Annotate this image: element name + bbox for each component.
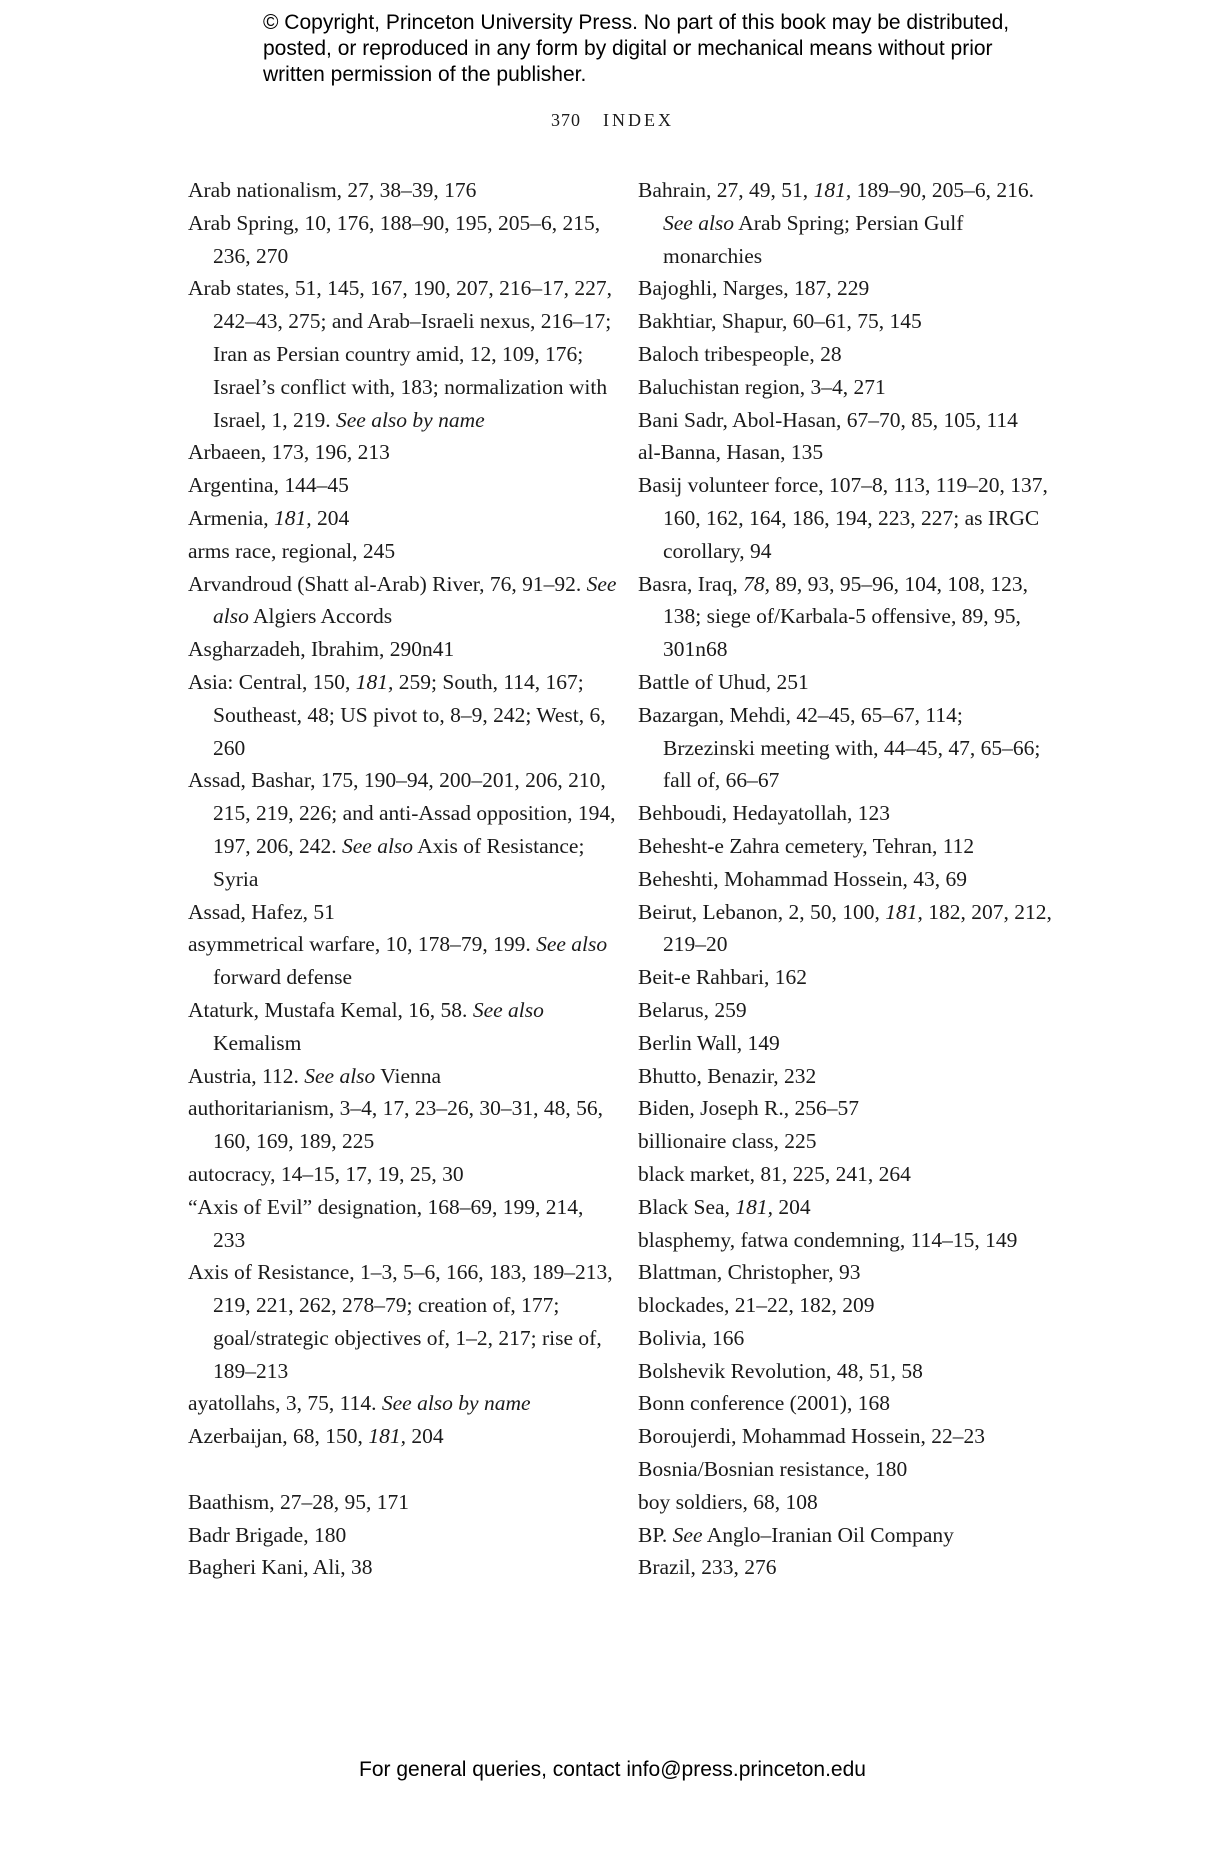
index-entry-text: Blattman, Christopher, 93 — [638, 1260, 861, 1285]
index-entry-text: “Axis of Evil” designation, 168–69, 199, 214, 233 — [188, 1194, 584, 1252]
index-entry-text: Basij volunteer force, 107–8, 113, 119–20, 137, 160, 162, 164, 186, 194, 223, 227; as IRGC corollary, 94 — [638, 473, 1048, 563]
index-entry-text: Bajoghli, Narges, 187, 229 — [638, 276, 870, 301]
index-entry-text: 181, — [273, 505, 312, 530]
index-entry-text: ayatollahs, 3, 75, 114. — [188, 1391, 382, 1416]
index-entry-text: forward defense — [213, 965, 353, 990]
index-entry — [638, 1289, 1058, 1322]
index-entry-text: autocracy, 14–15, 17, 19, 25, 30 — [188, 1161, 464, 1186]
index-entry-text: Biden, Joseph R., 256–57 — [638, 1096, 859, 1121]
index-entry — [638, 1256, 1058, 1289]
index-entry-text: Assad, Hafez, 51 — [188, 899, 335, 924]
index-entry-text: blockades, 21–22, 182, 209 — [638, 1293, 875, 1318]
index-column-left — [188, 174, 618, 1584]
index-entry — [638, 1420, 1058, 1453]
index-entry-text: Battle of Uhud, 251 — [638, 669, 809, 694]
index-entry-text: Bahrain, 27, 49, 51, — [638, 178, 814, 202]
index-entry — [638, 961, 1058, 994]
index-entry — [638, 1322, 1058, 1355]
index-entry-text: Assad, Bashar, 175, 190–94, 200–201, 206, 210, 215, 219, 226; and anti-Assad opposition, 194, 197, 206, 242. — [188, 768, 616, 858]
index-entry-text: Asgharzadeh, Ibrahim, 290n41 — [188, 637, 455, 662]
index-entry-text: 89, 93, 95–96, 104, 108, 123, 138; siege of/Karbala-5 offensive, 89, 95, 301n68 — [663, 571, 1028, 662]
index-entry — [188, 1551, 618, 1584]
index-entry-text: arms race, regional, 245 — [188, 538, 396, 563]
index-entry-text: 204 — [405, 1424, 444, 1449]
index-entry — [638, 1092, 1058, 1125]
index-entry — [188, 666, 618, 764]
index-entry — [638, 436, 1058, 469]
index-entry-text: authoritarianism, 3–4, 17, 23–26, 30–31, 48, 56, 160, 169, 189, 225 — [188, 1096, 604, 1154]
section-title: INDEX — [603, 110, 674, 130]
index-entry — [638, 469, 1058, 567]
index-entry-text: Bolivia, 166 — [638, 1325, 745, 1350]
index-entry-text: Arab states, 51, 145, 167, 190, 207, 216–17, 227, 242–43, 275; and Arab–Israeli nexus, 216–17; Iran as Persian country amid, 12, 109, 176; Israel’s conflict with, 183; normalization with Israel, 1, 219. — [188, 276, 612, 432]
copyright-notice: © Copyright, Princeton University Press. No part of this book may be distributed, posted, or reproduced in any form by digital or mechanical means without prior written permission of the publisher. — [263, 11, 1010, 86]
index-entry — [188, 1519, 618, 1552]
index-entry-text: Argentina, 144–45 — [188, 473, 349, 498]
index-entry-text: Algiers Accords — [248, 604, 393, 629]
page-number: 370 — [551, 110, 581, 130]
index-entry — [188, 1092, 618, 1158]
index-entry — [638, 699, 1058, 797]
index-entry — [638, 305, 1058, 338]
index-entry-text: billionaire class, 225 — [638, 1129, 817, 1154]
index-entry — [188, 764, 618, 895]
index-entry — [638, 1551, 1058, 1584]
index-entry-text: 181, — [813, 178, 852, 202]
index-entry — [188, 535, 618, 568]
index-entry — [638, 1519, 1058, 1552]
index-entry-text: See — [672, 1522, 703, 1547]
index-entry — [638, 830, 1058, 863]
index-entry-text: See also — [663, 210, 735, 235]
index-entry — [638, 568, 1058, 666]
index-entry-text: Armenia, — [188, 505, 274, 530]
index-entry-text: See also by name — [381, 1391, 531, 1416]
index-entry-text: Belarus, 259 — [638, 997, 747, 1022]
index-entry-text: Axis of Resistance; Syria — [213, 833, 585, 891]
index-entry — [638, 863, 1058, 896]
index-entry-text: Arvandroud (Shatt al-Arab) River, 76, 91–92. — [188, 571, 587, 596]
index-entry-text: Bhutto, Benazir, 232 — [638, 1063, 817, 1088]
index-entry — [188, 1060, 618, 1093]
index-entry — [638, 1125, 1058, 1158]
index-entry-text: 259; South, 114, 167; Southeast, 48; US pivot to, 8–9, 242; West, 6, 260 — [213, 669, 606, 760]
index-entry-text: Beirut, Lebanon, 2, 50, 100, — [638, 899, 886, 924]
index-entry-text: 78, — [743, 571, 770, 596]
index-entry-text: Bazargan, Mehdi, 42–45, 65–67, 114; Brzezinski meeting with, 44–45, 47, 65–66; fall of, 66–67 — [638, 702, 1041, 793]
index-entry — [188, 1420, 618, 1453]
index-entry-text: Bagheri Kani, Ali, 38 — [188, 1555, 373, 1580]
index-entry-text: Anglo–Iranian Oil Company — [702, 1522, 954, 1547]
index-entry — [188, 633, 618, 666]
index-entry-text: 181, — [368, 1424, 406, 1449]
index-entry — [188, 174, 618, 207]
index-entry-text: 181, — [355, 669, 394, 694]
index-entry — [188, 1387, 618, 1420]
index-entry — [638, 1191, 1058, 1224]
index-entry — [188, 1486, 618, 1519]
index-entry-text: Bolshevik Revolution, 48, 51, 58 — [638, 1358, 923, 1383]
index-entry-text: Badr Brigade, 180 — [188, 1522, 347, 1547]
index-entry — [638, 338, 1058, 371]
index-entry-text: Bani Sadr, Abol-Hasan, 67–70, 85, 105, 114 — [638, 407, 1018, 432]
index-entry — [638, 1224, 1058, 1257]
index-entry-text: Berlin Wall, 149 — [638, 1030, 780, 1055]
index-letter-gap — [188, 1453, 618, 1486]
index-entry-text: Arab nationalism, 27, 38–39, 176 — [188, 178, 477, 202]
index-entry-text: See also — [213, 571, 617, 629]
index-entry-text: Bonn conference (2001), 168 — [638, 1391, 890, 1416]
index-entry — [638, 1027, 1058, 1060]
index-entry-text: 204 — [311, 505, 350, 530]
index-entry-text: Arab Spring; Persian Gulf monarchies — [663, 210, 964, 268]
index-entry-text: Brazil, 233, 276 — [638, 1555, 777, 1580]
index-entry-text: 189–90, 205–6, 216. — [851, 178, 1034, 202]
index-entry-text: Behesht-e Zahra cemetery, Tehran, 112 — [638, 833, 975, 858]
index-entry-text: See also — [304, 1063, 376, 1088]
index-entry — [638, 1158, 1058, 1191]
index-entry-text: blasphemy, fatwa condemning, 114–15, 149 — [638, 1227, 1018, 1252]
index-entry — [188, 502, 618, 535]
footer-contact: For general queries, contact info@press.princeton.edu — [359, 1758, 866, 1781]
index-entry-text: Behboudi, Hedayatollah, 123 — [638, 801, 890, 826]
index-entry — [638, 666, 1058, 699]
index-entry — [188, 896, 618, 929]
index-entry-text: Austria, 112. — [188, 1063, 305, 1088]
index-entry-text: Basra, Iraq, — [638, 571, 744, 596]
index-entry — [638, 371, 1058, 404]
index-entry — [638, 896, 1058, 962]
index-entry — [638, 994, 1058, 1027]
index-entry-text: Bakhtiar, Shapur, 60–61, 75, 145 — [638, 309, 922, 334]
index-entry-text: al-Banna, Hasan, 135 — [638, 440, 824, 465]
index-entry-text: See also — [472, 997, 544, 1022]
index-column-right — [638, 174, 1058, 1584]
index-entry-text: Boroujerdi, Mohammad Hossein, 22–23 — [638, 1424, 985, 1449]
index-entry-text: asymmetrical warfare, 10, 178–79, 199. — [188, 932, 537, 957]
index-entry-text: Bosnia/Bosnian resistance, 180 — [638, 1457, 908, 1482]
index-entry-text: See also — [342, 833, 414, 858]
index-entry-text: Baathism, 27–28, 95, 171 — [188, 1489, 409, 1514]
index-entry — [638, 797, 1058, 830]
index-entry-text: See also by name — [336, 407, 485, 432]
index-entry-text: Asia: Central, 150, — [188, 669, 356, 694]
index-entry-text: Azerbaijan, 68, 150, — [188, 1424, 369, 1449]
index-entry-text: Beit-e Rahbari, 162 — [638, 965, 807, 990]
index-entry-text: Vienna — [375, 1063, 442, 1088]
index-entry-text: Axis of Resistance, 1–3, 5–6, 166, 183, 189–213, 219, 221, 262, 278–79; creation of, 177; goal/strategic objectives of, 1–2, 217; rise of, 189–213 — [188, 1260, 613, 1383]
index-entry-text: Baloch tribespeople, 28 — [638, 341, 842, 366]
index-entry — [188, 994, 618, 1060]
index-entry-text: 182, 207, 212, 219–20 — [663, 899, 1052, 957]
index-entry — [188, 568, 618, 634]
running-head — [0, 110, 1225, 131]
index-entry-text: Ataturk, Mustafa Kemal, 16, 58. — [188, 997, 473, 1022]
index-entry-text: Arbaeen, 173, 196, 213 — [188, 440, 390, 465]
index-entry-text: boy soldiers, 68, 108 — [638, 1489, 818, 1514]
index-entry — [188, 928, 618, 994]
index-entry-text: See also — [536, 932, 608, 957]
index-entry-text: 204 — [772, 1194, 811, 1219]
index-entry — [188, 207, 618, 273]
index-entry — [638, 272, 1058, 305]
index-entry — [188, 436, 618, 469]
index-entry — [188, 469, 618, 502]
index-entry-text: BP. — [638, 1522, 673, 1547]
index-entry — [638, 1453, 1058, 1486]
index-entry — [638, 1355, 1058, 1388]
index-entry — [188, 1191, 618, 1257]
index-entry — [188, 1158, 618, 1191]
index-entry-text: Baluchistan region, 3–4, 271 — [638, 374, 886, 399]
index-entry — [638, 1387, 1058, 1420]
index-entry — [188, 272, 618, 436]
index-entry-text: 181, — [885, 899, 923, 924]
index-entry-text: Black Sea, — [638, 1194, 736, 1219]
index-entry-text: black market, 81, 225, 241, 264 — [638, 1161, 911, 1186]
index-entry-text: Arab Spring, 10, 176, 188–90, 195, 205–6, 215, 236, 270 — [188, 210, 601, 268]
index-entry — [638, 1060, 1058, 1093]
index-entry — [638, 404, 1058, 437]
index-entry — [188, 1256, 618, 1387]
index-entry-text: 181, — [735, 1194, 773, 1219]
index-entry — [638, 1486, 1058, 1519]
index-entry — [638, 174, 1058, 272]
index-entry-text: Kemalism — [213, 1030, 302, 1055]
index-entry-text: Beheshti, Mohammad Hossein, 43, 69 — [638, 866, 968, 891]
